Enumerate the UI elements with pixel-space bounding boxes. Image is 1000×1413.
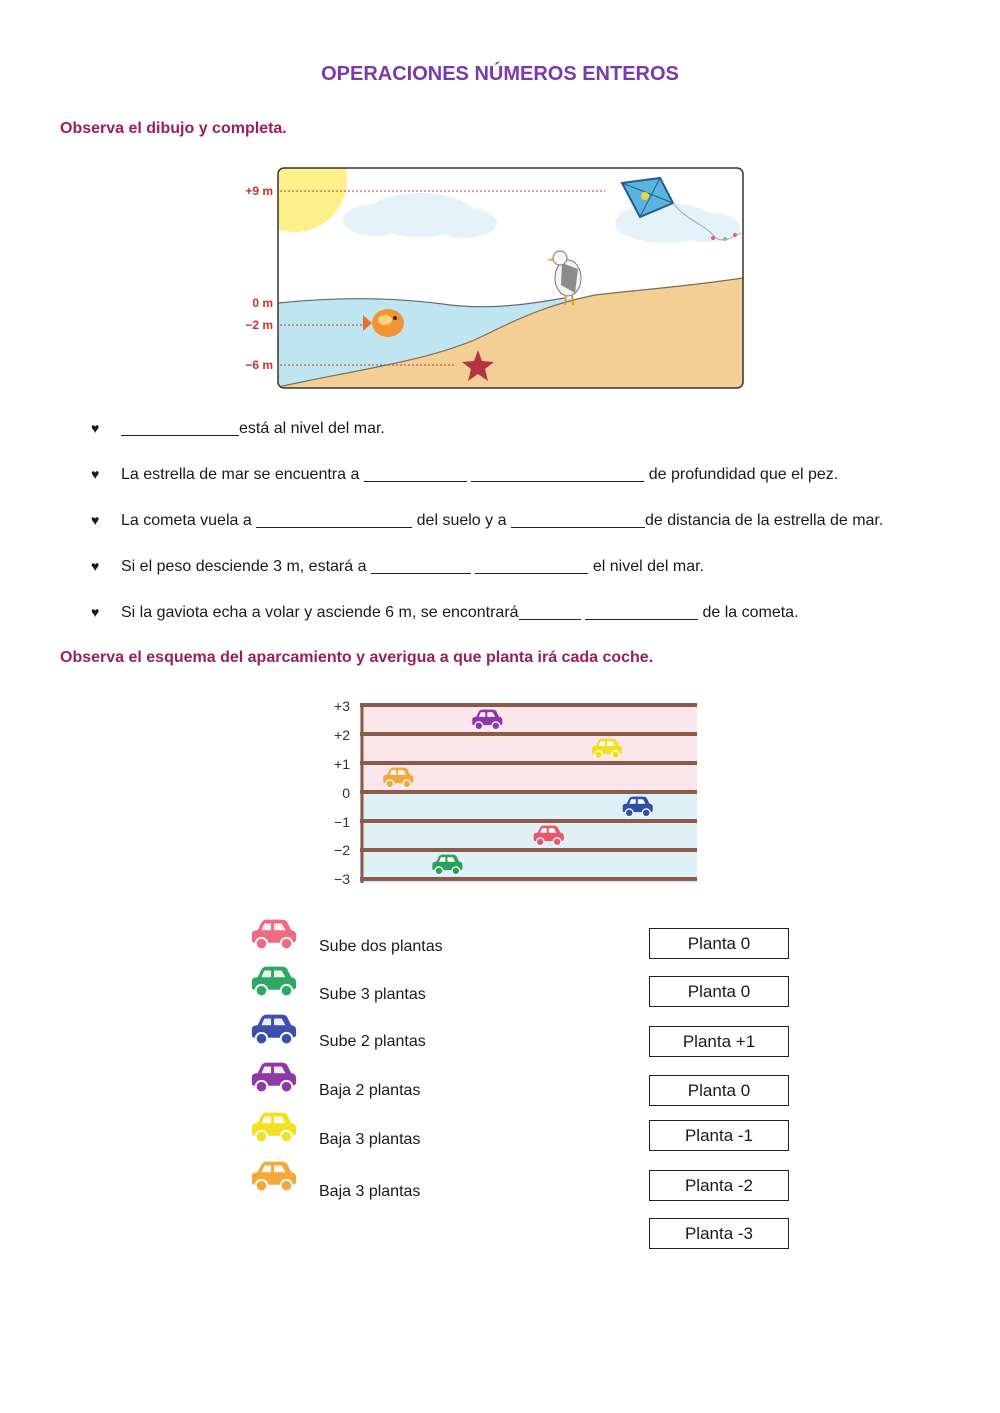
bullet-icon: ♥ [91,466,100,482]
level-label: +9 m [245,184,273,198]
answer-blank[interactable] [256,511,412,528]
bullet-icon: ♥ [91,604,100,620]
floor-label: +3 [334,698,350,714]
answer-box[interactable]: Planta +1 [649,1026,789,1057]
beach-scene [235,165,750,393]
car-instruction: Baja 3 plantas [319,1183,421,1200]
car-instruction: Baja 3 plantas [319,1131,421,1148]
answer-blank[interactable] [585,603,698,620]
floor-label: 0 [342,785,350,801]
answer-box[interactable]: Planta -2 [649,1170,789,1201]
answer-blank[interactable] [471,465,644,482]
floor-label: −1 [334,814,350,830]
page-title: OPERACIONES NÚMEROS ENTEROS [321,63,679,85]
floor-label: −3 [334,871,350,887]
sentence-1: está al nivel del mar. [121,419,385,438]
sentence-3: La cometa vuela a del suelo y a de distancia de la estrella de mar. [121,512,884,529]
answer-blank[interactable] [511,511,645,528]
floor-slab [360,703,697,707]
floor-slab [360,848,697,852]
answer-box[interactable]: Planta 0 [649,928,789,959]
floor-slab [360,761,697,765]
sentence-2: La estrella de mar se encuentra a de profundidad que el pez. [121,466,839,483]
sentence-5: Si la gaviota echa a volar y asciende 6 m, se encontrará de la cometa. [121,604,799,621]
parking-diagram [357,700,700,888]
floor-slab [360,819,697,823]
car-icon [248,1013,298,1052]
section2-heading: Observa el esquema del aparcamiento y averigua a que planta irá cada coche. [60,649,654,666]
car-icon [248,965,298,1004]
floor-slab [360,732,697,736]
floor-slab [360,790,697,794]
floor-label: +1 [334,756,350,772]
car-icon [248,918,298,957]
answer-blank[interactable] [371,557,471,574]
floor-label: −2 [334,842,350,858]
level-label: −2 m [245,318,273,332]
answer-blank[interactable] [121,419,239,436]
answer-box[interactable]: Planta 0 [649,1075,789,1106]
answer-blank[interactable] [475,557,588,574]
bullet-icon: ♥ [91,558,100,574]
bullet-icon: ♥ [91,420,100,436]
floor-slab [360,877,697,881]
answer-box[interactable]: Planta -1 [649,1120,789,1151]
answer-box[interactable]: Planta 0 [649,976,789,1007]
car-icon [248,1111,298,1150]
answer-box[interactable]: Planta -3 [649,1218,789,1249]
answer-blank[interactable] [519,603,581,620]
level-label: −6 m [245,358,273,372]
sentence-4: Si el peso desciende 3 m, estará a el nivel del mar. [121,558,705,575]
floor-label: +2 [334,727,350,743]
bullet-icon: ♥ [91,512,100,528]
car-instruction: Sube 2 plantas [319,1033,426,1050]
car-icon [248,1160,298,1199]
car-icon [248,1061,298,1100]
car-instruction: Sube dos plantas [319,938,443,955]
section1-heading: Observa el dibujo y completa. [60,120,287,137]
car-instruction: Sube 3 plantas [319,986,426,1003]
answer-blank[interactable] [364,465,467,482]
level-label: 0 m [252,296,273,310]
car-instruction: Baja 2 plantas [319,1082,421,1099]
